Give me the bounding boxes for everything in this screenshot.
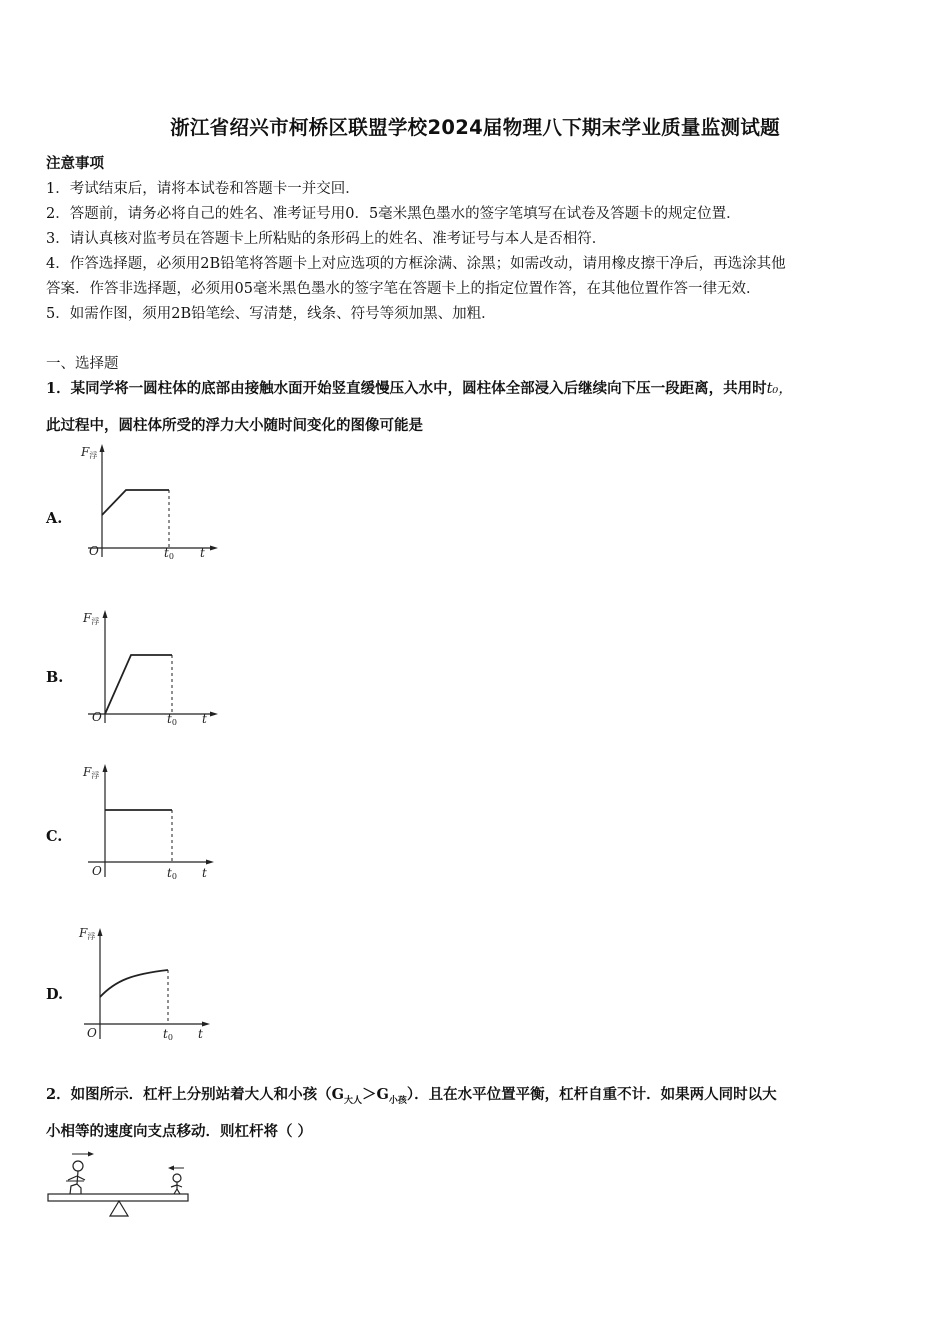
y-axis-label: F浮 — [81, 445, 98, 460]
notice-item: 2．答题前，请务必将自己的姓名、准考证号用0．5毫米黑色墨水的签字笔填写在试卷及答题卡的规定位置． — [46, 206, 741, 222]
question-2-line2: 小相等的速度向支点移动．则杠杆将（ ） — [46, 1123, 313, 1140]
t0-tick-label: t0 — [167, 712, 177, 727]
gt-sign: ＞G — [362, 1086, 389, 1103]
page-title: 浙江省绍兴市柯桥区联盟学校2024届物理八下期末学业质量监测试题 — [170, 116, 780, 139]
origin-label: O — [92, 864, 102, 878]
option-c-label: C. — [46, 828, 63, 845]
sub-big: 大人 — [343, 1095, 362, 1106]
notice-item: 4．作答选择题，必须用2B铅笔将答题卡上对应选项的方框涂满、涂黑；如需改动，请用橡皮擦干净后，再选涂其他 — [46, 256, 786, 272]
question-1-line2: 此过程中，圆柱体所受的浮力大小随时间变化的图像可能是 — [46, 417, 423, 434]
y-axis-label: F浮 — [83, 765, 100, 780]
notice-item: 3．请认真核对监考员在答题卡上所粘贴的条形码上的姓名、准考证号与本人是否相符． — [46, 231, 607, 247]
option-d-graph — [78, 922, 218, 1047]
option-a-label: A. — [46, 510, 63, 527]
question-1-text: 1．某同学将一圆柱体的底部由接触水面开始竖直缓慢压入水中，圆柱体全部浸入后继续向下压一段距离，共用时 — [46, 380, 767, 397]
y-axis-label: F浮 — [83, 611, 100, 626]
question-1-line1 — [46, 377, 793, 398]
notice-item: 5．如需作图，须用2B铅笔绘、写清楚，线条、符号等须加黑、加粗． — [46, 306, 496, 322]
notice-heading: 注意事项 — [46, 155, 104, 172]
lever-diagram — [44, 1150, 194, 1222]
origin-label: O — [87, 1026, 97, 1040]
t0-tick-label: t0 — [167, 866, 177, 881]
t0-label: t₀， — [766, 381, 793, 397]
t0-tick-label: t0 — [163, 1027, 173, 1042]
option-b-label: B. — [46, 669, 64, 686]
x-axis-label: t — [198, 1027, 203, 1041]
q2-text-b: ）．且在水平位置平衡，杠杆自重不计．如果两人同时以大 — [406, 1086, 777, 1103]
x-axis-label: t — [202, 712, 207, 726]
t0-tick-label: t0 — [164, 546, 174, 561]
notice-item: 1．考试结束后，请将本试卷和答题卡一并交回． — [46, 181, 360, 197]
sub-small: 小孩 — [388, 1095, 407, 1106]
option-b-graph — [80, 606, 220, 731]
y-axis-label: F浮 — [79, 926, 96, 941]
notice-item: 答案．作答非选择题，必须用05毫米黑色墨水的签字笔在答题卡上的指定位置作答，在其他位置作答一律无效． — [46, 281, 761, 297]
section-heading: 一、选择题 — [46, 356, 119, 372]
x-axis-label: t — [200, 546, 205, 560]
origin-label: O — [89, 544, 99, 558]
option-d-label: D. — [46, 986, 64, 1003]
question-2-line1 — [46, 1083, 777, 1106]
origin-label: O — [92, 710, 102, 724]
q2-text-a: 2．如图所示．杠杆上分别站着大人和小孩（G — [46, 1086, 344, 1103]
option-c-graph — [80, 760, 220, 885]
option-a-graph — [80, 440, 220, 565]
x-axis-label: t — [202, 866, 207, 880]
